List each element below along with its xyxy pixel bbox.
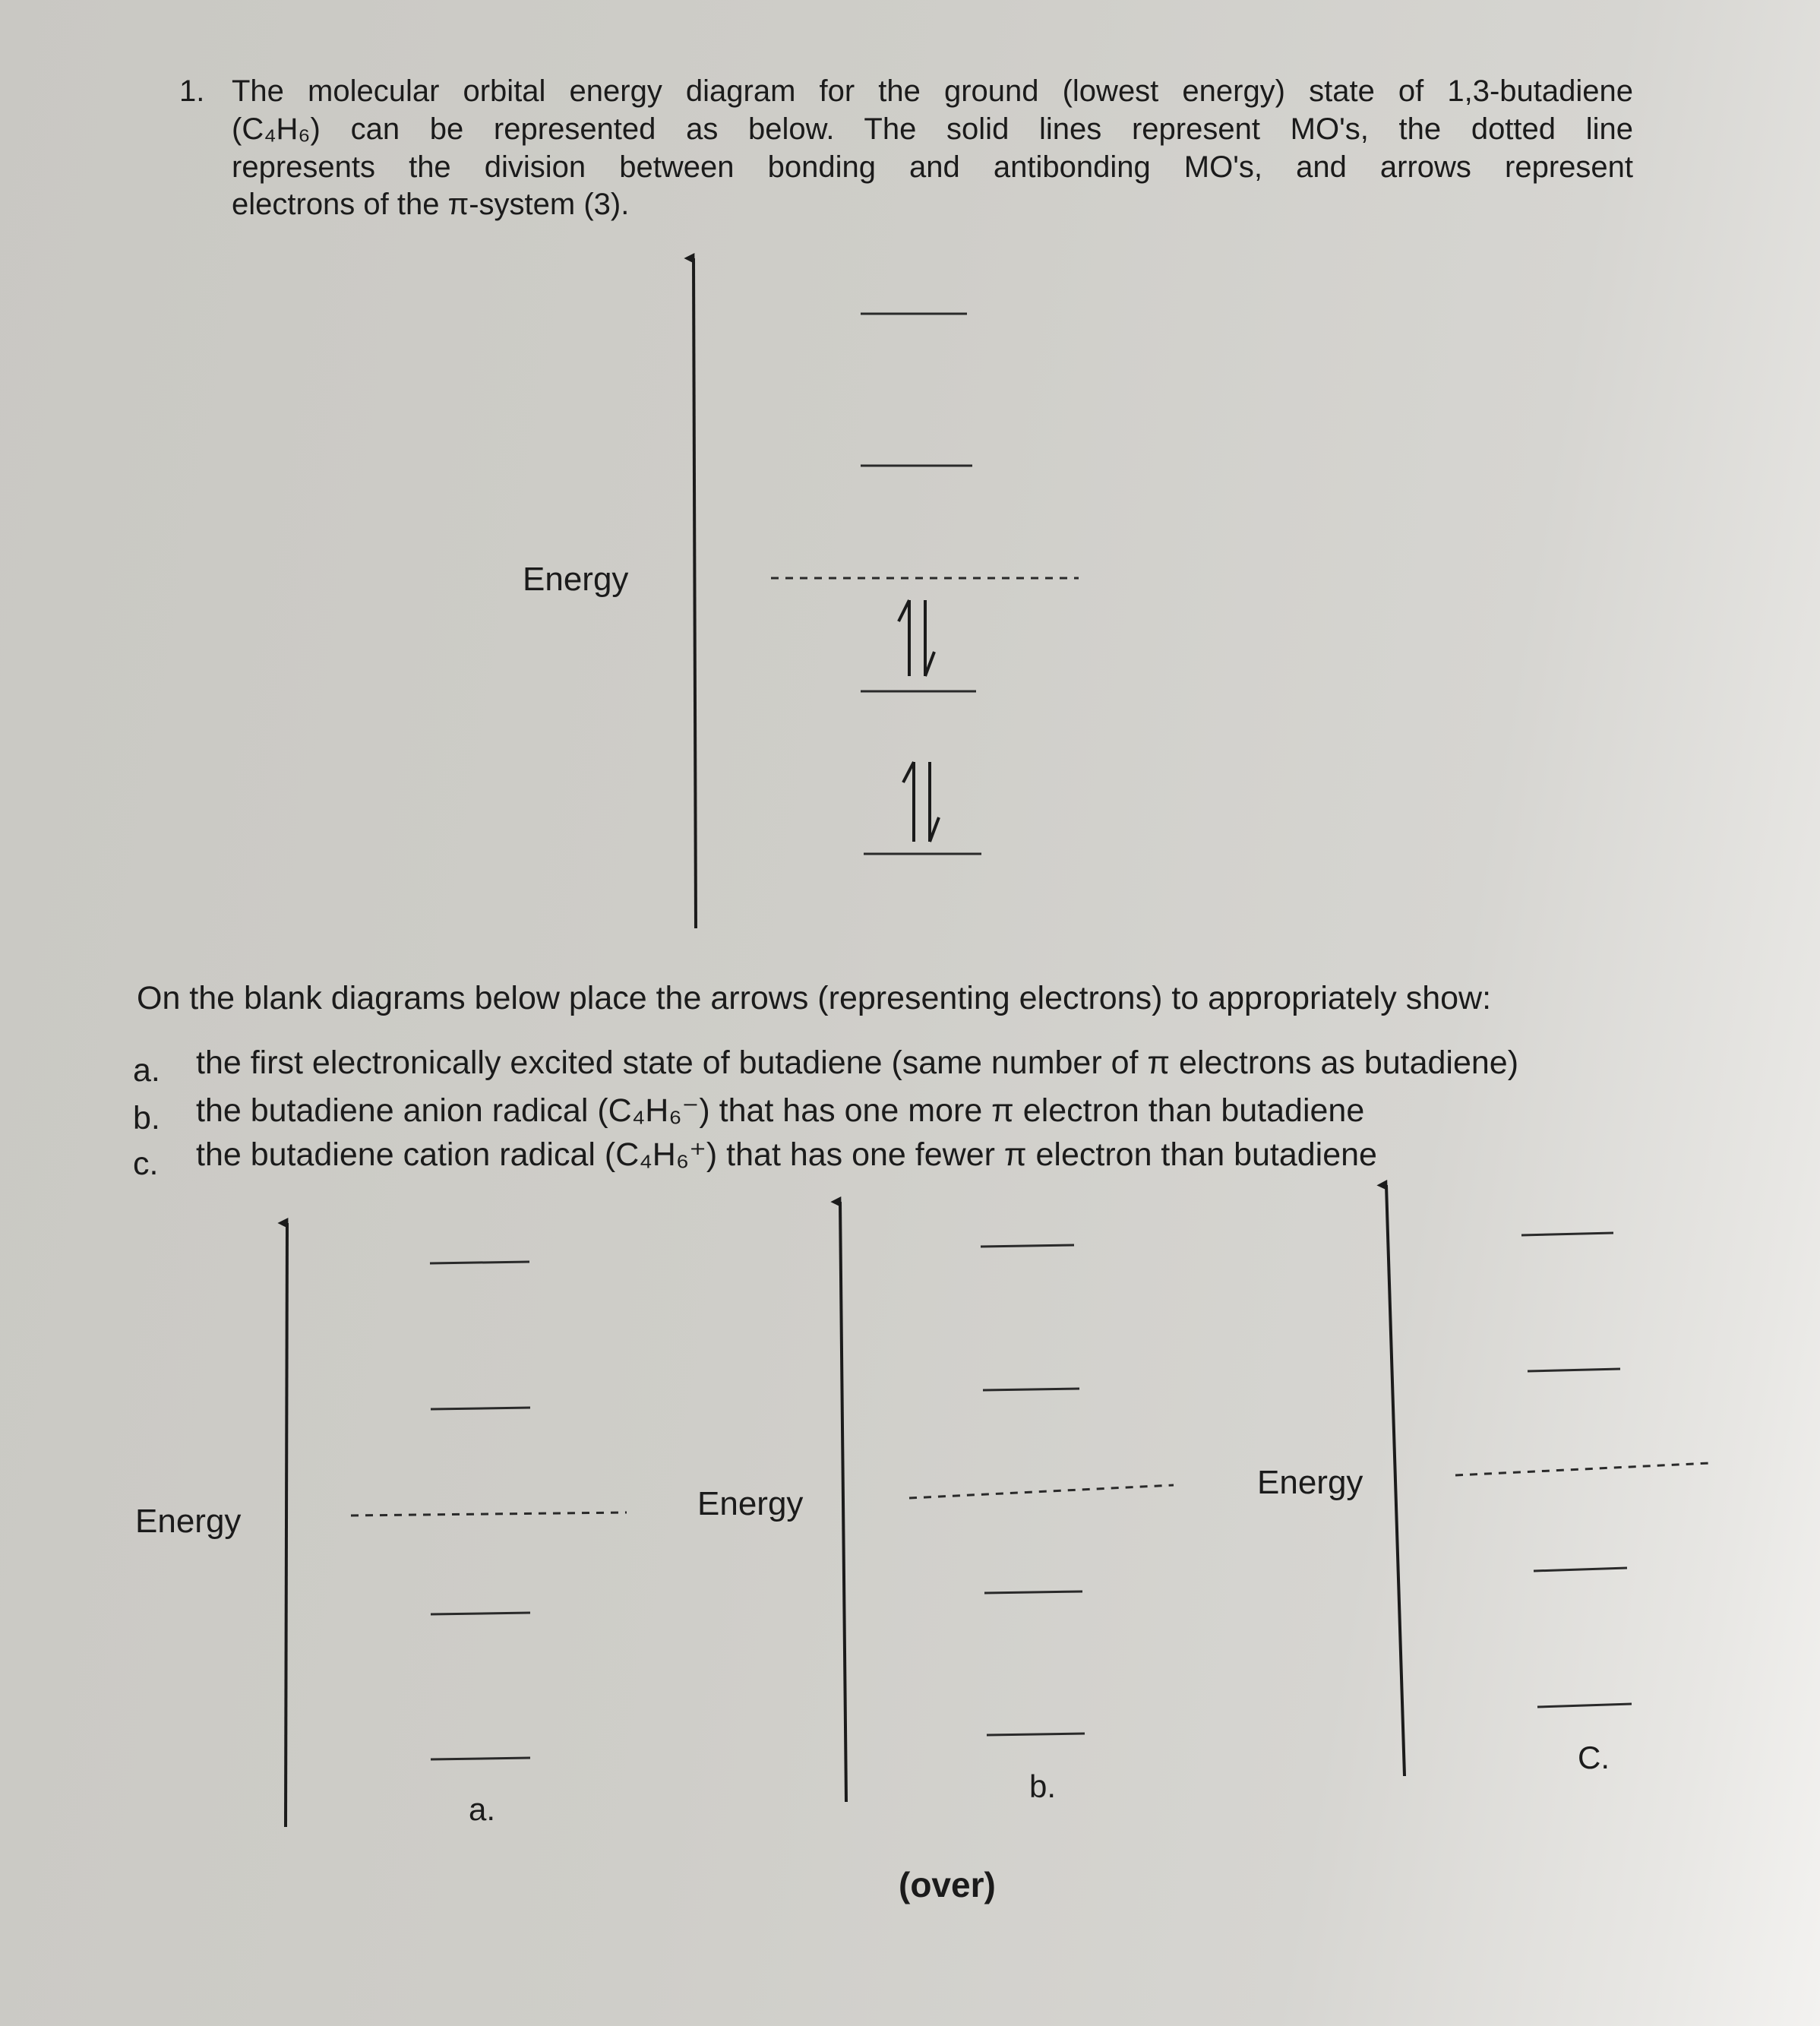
main-energy-axis [694, 258, 696, 928]
item-b-text: the butadiene anion radical (C₄H₆⁻) that has one more π electron than butadiene [196, 1092, 1365, 1129]
item-c-letter: c. [133, 1146, 159, 1182]
item-a-letter: a. [133, 1052, 160, 1089]
diagram-c-orbital-4 [1521, 1233, 1613, 1235]
question-line-2: (C₄H₆) can be represented as below. The solid lines represent MO's, the dotted line [232, 112, 1633, 146]
diagram-b-orbital-3 [983, 1389, 1079, 1390]
item-c-text: the butadiene cation radical (C₄H₆⁺) that has one fewer π electron than butadiene [196, 1136, 1377, 1173]
diagram-b-energy-axis [840, 1202, 846, 1802]
diagram-b-energy-label: Energy [697, 1485, 804, 1522]
item-a-text: the first electronically excited state of butadiene (same number of π electrons as butadiene) [196, 1045, 1519, 1081]
diagram-c-orbital-3 [1528, 1369, 1620, 1371]
diagram-a-energy-axis [286, 1223, 287, 1827]
diagram-a-orbital-3 [431, 1408, 530, 1409]
question-line-3: represents the division between bonding and antibonding MO's, and arrows represent [232, 150, 1633, 184]
diagram-c-energy-axis [1386, 1185, 1404, 1776]
diagram-a-label: a. [469, 1791, 496, 1827]
diagram-a-orbital-1 [431, 1758, 530, 1759]
diagram-b-divider [909, 1485, 1174, 1498]
diagram-b-orbital-1 [987, 1734, 1085, 1735]
electron-pair-orbital-2 [899, 600, 934, 676]
main-energy-label: Energy [523, 561, 629, 598]
diagram-a-energy-label: Energy [135, 1503, 242, 1540]
diagram-b-label: b. [1029, 1768, 1057, 1804]
diagram-a-divider [351, 1512, 627, 1516]
instructions-intro: On the blank diagrams below place the arrows (representing electrons) to appropriately show: [137, 980, 1492, 1016]
electron-pair-orbital-1 [903, 762, 939, 842]
diagram-a-orbital-4 [430, 1262, 529, 1263]
item-b-letter: b. [133, 1100, 160, 1136]
diagram-c-divider [1455, 1463, 1709, 1475]
question-number: 1. [179, 74, 205, 108]
over-footer: (over) [899, 1865, 996, 1904]
question-line-4: electrons of the π-system (3). [232, 188, 630, 221]
diagram-c-orbital-1 [1537, 1704, 1632, 1707]
diagram-b-orbital-4 [981, 1245, 1074, 1247]
diagram-c-energy-label: Energy [1257, 1464, 1363, 1501]
question-line-1: The molecular orbital energy diagram for the ground (lowest energy) state of 1,3-butadiene [232, 74, 1633, 108]
diagram-c-label: C. [1578, 1740, 1610, 1775]
diagram-a-orbital-2 [431, 1613, 530, 1614]
diagram-c-orbital-2 [1534, 1568, 1627, 1571]
diagram-b-orbital-2 [984, 1591, 1082, 1593]
